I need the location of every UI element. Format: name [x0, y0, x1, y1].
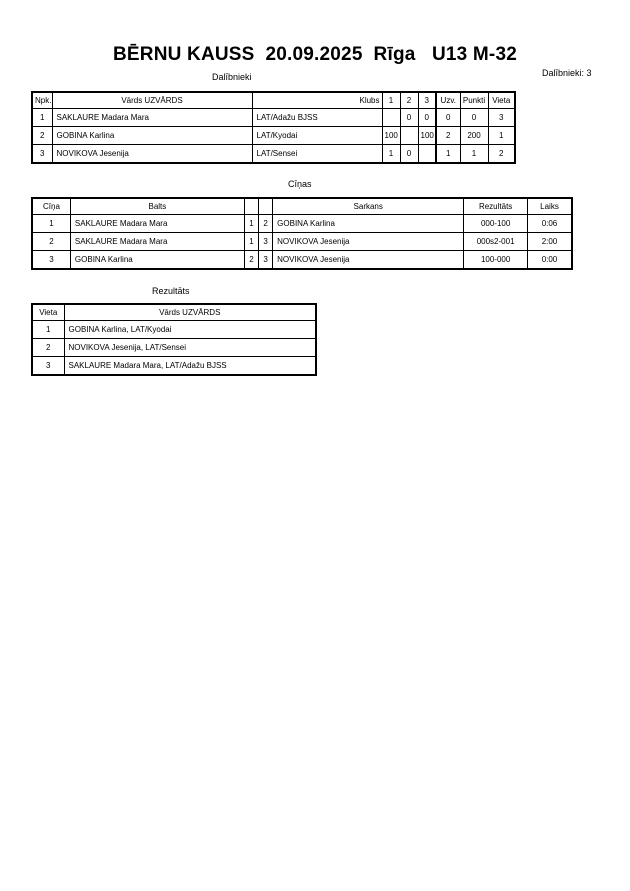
col-red: Sarkans [273, 198, 464, 215]
result-place: 2 [32, 339, 64, 357]
col-wins: Uzv. [436, 92, 460, 109]
fight-red-no: 3 [259, 251, 273, 270]
page-title: BĒRNU KAUSS 20.09.2025 Rīga U13 M-32 [113, 44, 517, 65]
row-score-1: 100 [382, 127, 400, 145]
col-place: Vieta [32, 304, 64, 321]
fight-white: GOBINA Karlina [70, 251, 244, 270]
row-npk: 2 [32, 127, 52, 145]
fight-white: SAKLAURE Madara Mara [70, 215, 244, 233]
row-score-3: 0 [418, 109, 436, 127]
fight-white-no: 2 [244, 251, 258, 270]
col-red-no [259, 198, 273, 215]
row-points: 1 [460, 145, 488, 164]
participants-count: Dalībnieki: 3 [542, 68, 592, 78]
row-name: GOBINA Karlina [52, 127, 252, 145]
row-score-2: 0 [400, 109, 418, 127]
row-score-3: 100 [418, 127, 436, 145]
row-score-2: 0 [400, 145, 418, 164]
fight-result: 000-100 [464, 215, 528, 233]
table-row [32, 145, 515, 164]
fights-heading: Cīņas [288, 179, 312, 189]
row-wins: 2 [436, 127, 460, 145]
row-name: SAKLAURE Madara Mara [52, 109, 252, 127]
col-club: Klubs [252, 92, 382, 109]
col-name: Vārds UZVĀRDS [52, 92, 252, 109]
row-club: LAT/Kyodai [252, 127, 382, 145]
fight-white-no: 1 [244, 215, 258, 233]
row-score-3 [418, 145, 436, 164]
row-place: 1 [488, 127, 515, 145]
row-score-1 [382, 109, 400, 127]
table-row [32, 357, 316, 376]
participants-header-row [32, 92, 515, 109]
row-score-2 [400, 127, 418, 145]
row-npk: 1 [32, 109, 52, 127]
fight-white: SAKLAURE Madara Mara [70, 233, 244, 251]
result-entry: NOVIKOVA Jesenija, LAT/Sensei [64, 339, 316, 357]
fights-header-row [32, 198, 572, 215]
fight-red: NOVIKOVA Jesenija [273, 233, 464, 251]
fight-time: 0:06 [527, 215, 572, 233]
table-row [32, 215, 572, 233]
result-place: 3 [32, 357, 64, 376]
fight-number: 1 [32, 215, 70, 233]
table-row [32, 339, 316, 357]
table-row [32, 109, 515, 127]
row-place: 3 [488, 109, 515, 127]
fight-red-no: 2 [259, 215, 273, 233]
col-name: Vārds UZVĀRDS [64, 304, 316, 321]
fight-number: 3 [32, 251, 70, 270]
fights-table [31, 197, 573, 270]
fight-white-no: 1 [244, 233, 258, 251]
row-points: 200 [460, 127, 488, 145]
result-entry: SAKLAURE Madara Mara, LAT/Adažu BJSS [64, 357, 316, 376]
fight-result: 100-000 [464, 251, 528, 270]
col-1: 1 [382, 92, 400, 109]
results-header-row [32, 304, 316, 321]
table-row [32, 251, 572, 270]
results-table [31, 303, 317, 376]
result-entry: GOBINA Karlina, LAT/Kyodai [64, 321, 316, 339]
table-row [32, 233, 572, 251]
fight-red-no: 3 [259, 233, 273, 251]
row-wins: 0 [436, 109, 460, 127]
col-white-no [244, 198, 258, 215]
fight-time: 2:00 [527, 233, 572, 251]
row-club: LAT/Adažu BJSS [252, 109, 382, 127]
fight-time: 0:00 [527, 251, 572, 270]
participants-heading: Dalībnieki [212, 72, 252, 82]
fight-red: NOVIKOVA Jesenija [273, 251, 464, 270]
col-white: Balts [70, 198, 244, 215]
fight-result: 000s2-001 [464, 233, 528, 251]
col-2: 2 [400, 92, 418, 109]
row-npk: 3 [32, 145, 52, 164]
row-club: LAT/Sensei [252, 145, 382, 164]
col-time: Laiks [527, 198, 572, 215]
result-place: 1 [32, 321, 64, 339]
row-name: NOVIKOVA Jesenija [52, 145, 252, 164]
fight-number: 2 [32, 233, 70, 251]
fight-red: GOBINA Karlina [273, 215, 464, 233]
col-fight: Cīņa [32, 198, 70, 215]
row-points: 0 [460, 109, 488, 127]
table-row [32, 321, 316, 339]
participants-table [31, 91, 516, 164]
row-place: 2 [488, 145, 515, 164]
row-wins: 1 [436, 145, 460, 164]
col-points: Punkti [460, 92, 488, 109]
col-npk: Npk. [32, 92, 52, 109]
row-score-1: 1 [382, 145, 400, 164]
table-row [32, 127, 515, 145]
col-3: 3 [418, 92, 436, 109]
col-result: Rezultāts [464, 198, 528, 215]
col-place: Vieta [488, 92, 515, 109]
results-heading: Rezultāts [152, 286, 190, 296]
